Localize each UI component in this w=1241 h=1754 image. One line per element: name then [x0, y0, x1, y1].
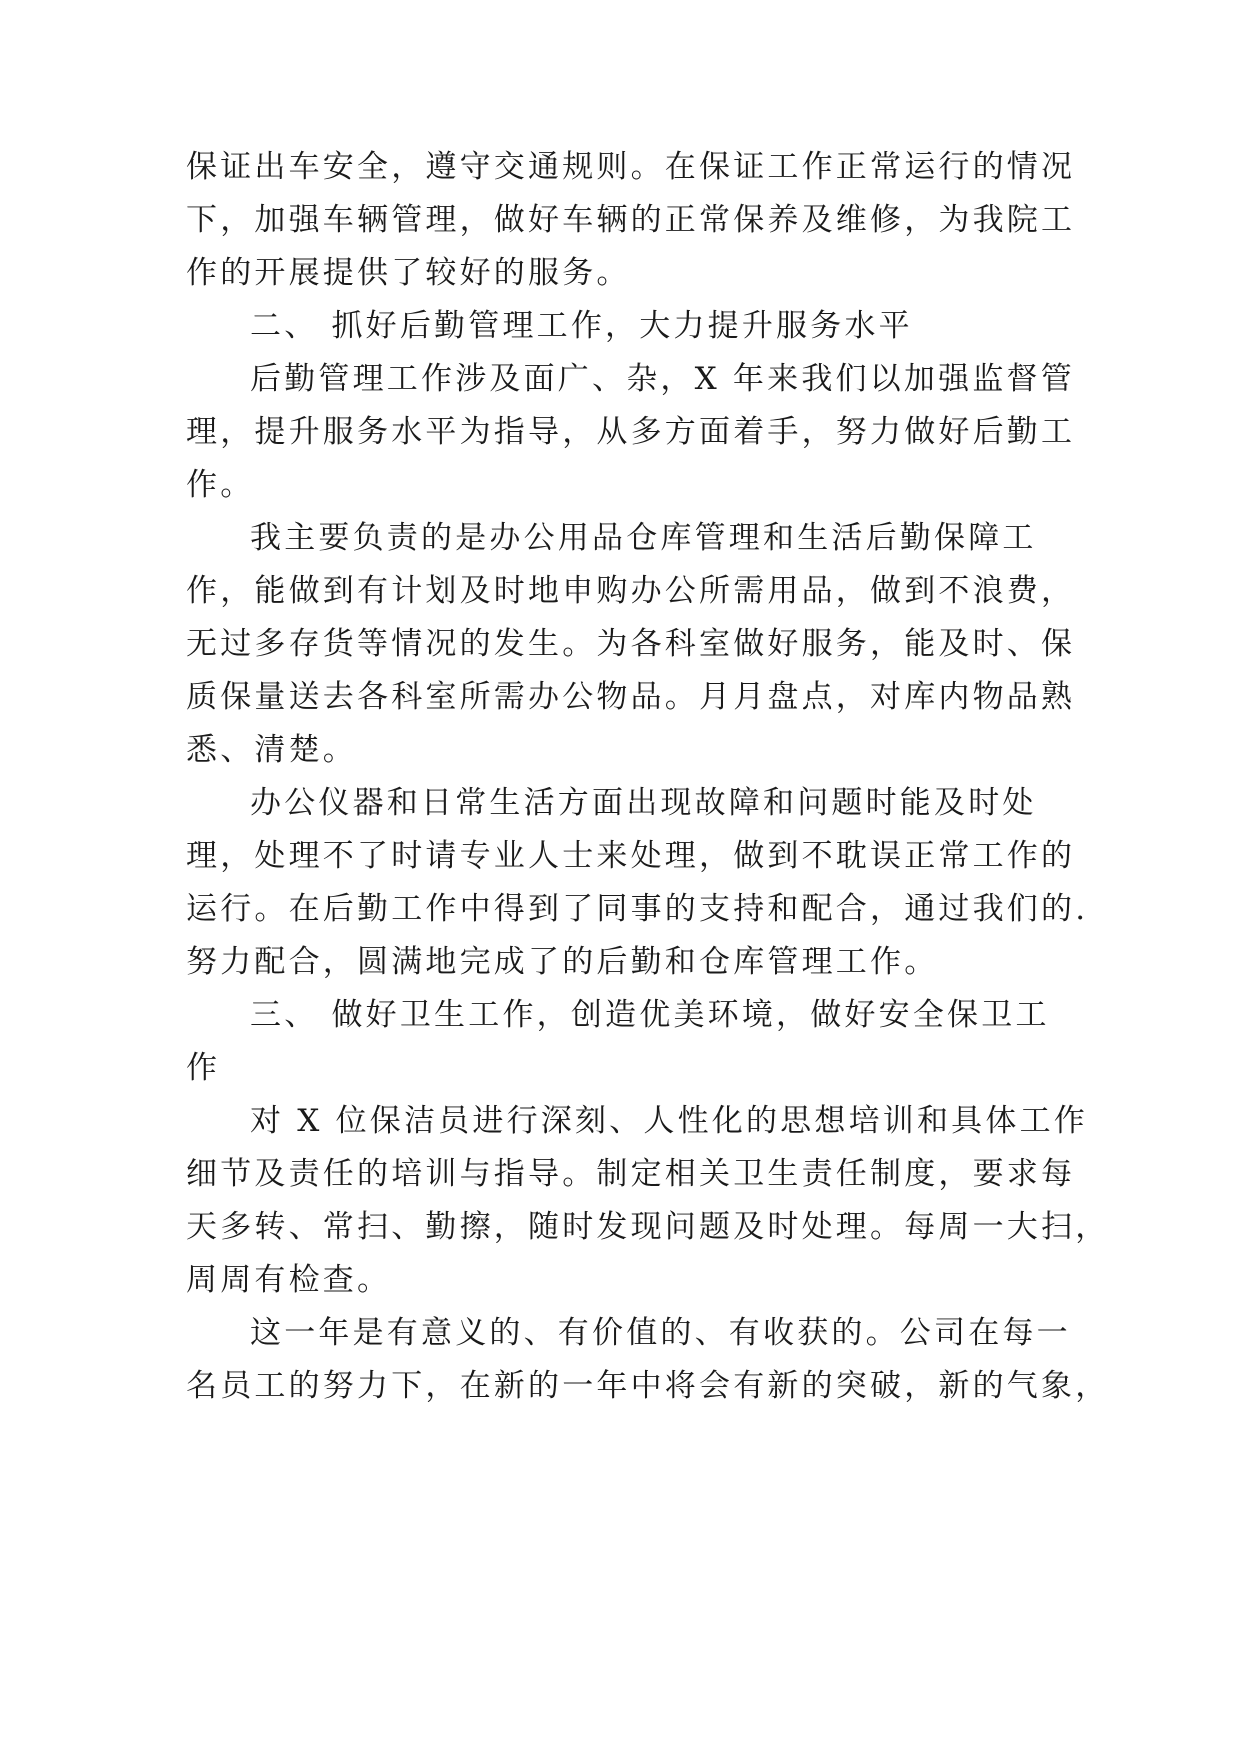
- text-line: 名员工的努力下，在新的一年中将会有新的突破，新的气象，: [186, 1368, 1110, 1404]
- text-line: 细节及责任的培训与指导。制定相关卫生责任制度，要求每: [186, 1156, 1076, 1192]
- section-heading: 三、 做好卫生工作，创造优美环境，做好安全保卫工: [250, 997, 1050, 1033]
- text-line: 办公仪器和日常生活方面出现故障和问题时能及时处: [250, 785, 1037, 821]
- text-line: 后勤管理工作涉及面广、杂，X 年来我们以加强监督管: [250, 361, 1075, 397]
- text-line: 周周有检查。: [186, 1262, 392, 1298]
- text-line: 运行。在后勤工作中得到了同事的支持和配合，通过我们的.: [186, 891, 1089, 927]
- text-line: 保证出车安全，遵守交通规则。在保证工作正常运行的情况: [186, 149, 1076, 185]
- text-line: 悉、清楚。: [186, 732, 357, 768]
- text-line: 对 X 位保洁员进行深刻、人性化的思想培训和具体工作: [250, 1103, 1088, 1139]
- section-heading: 二、 抓好后勤管理工作，大力提升服务水平: [250, 308, 913, 344]
- section-heading-continuation: 作: [186, 1050, 221, 1086]
- text-line: 理，提升服务水平为指导，从多方面着手，努力做好后勤工: [186, 414, 1076, 450]
- text-line: 质保量送去各科室所需办公物品。月月盘点，对库内物品熟: [186, 679, 1076, 715]
- text-line: 理，处理不了时请专业人士来处理，做到不耽误正常工作的: [186, 838, 1076, 874]
- text-line: 无过多存货等情况的发生。为各科室做好服务，能及时、保: [186, 626, 1076, 662]
- text-line: 作的开展提供了较好的服务。: [186, 255, 631, 291]
- text-line: 努力配合，圆满地完成了的后勤和仓库管理工作。: [186, 944, 939, 980]
- text-line: 天多转、常扫、勤擦，随时发现问题及时处理。每周一大扫，: [186, 1209, 1110, 1245]
- text-line: 作。: [186, 467, 255, 503]
- text-line: 我主要负责的是办公用品仓库管理和生活后勤保障工: [250, 520, 1037, 556]
- text-line: 下，加强车辆管理，做好车辆的正常保养及维修，为我院工: [186, 202, 1076, 238]
- text-line: 作，能做到有计划及时地申购办公所需用品，做到不浪费，: [186, 573, 1076, 609]
- text-line: 这一年是有意义的、有价值的、有收获的。公司在每一: [250, 1315, 1071, 1351]
